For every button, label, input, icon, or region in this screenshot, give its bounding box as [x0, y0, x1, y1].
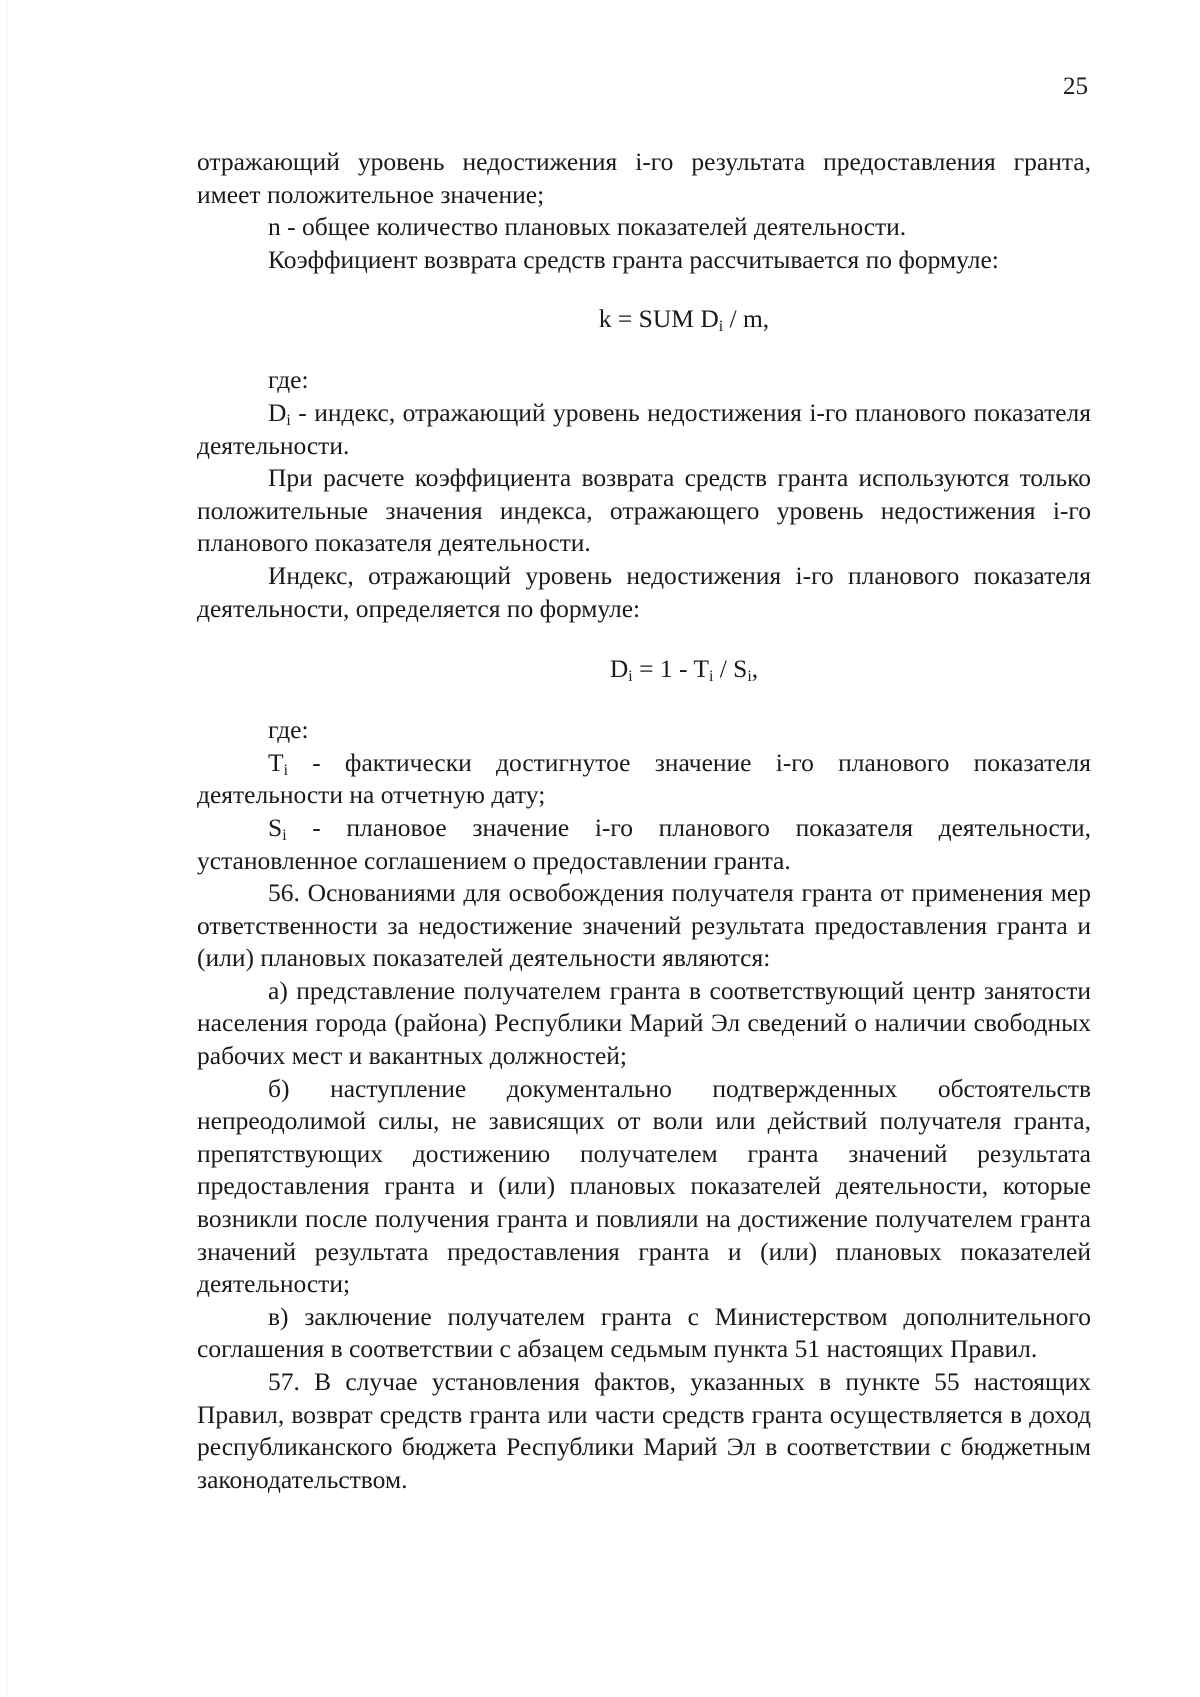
paragraph-where-1: где: — [268, 365, 309, 395]
ti-definition-text: - фактически достигнутое значение i-го планового показателя деятельности на отчетную дату; — [197, 747, 1091, 810]
formula-k-sub: i — [718, 318, 724, 336]
page-number: 25 — [1063, 73, 1088, 100]
formula-slash: / S — [713, 654, 748, 684]
scan-edge — [6, 0, 7, 1697]
formula-end: , — [751, 654, 759, 684]
paragraph-ti-definition — [197, 747, 1091, 812]
formula-s-sub: i — [747, 668, 752, 686]
formula-mid: = 1 - T — [632, 654, 709, 684]
paragraph-n-definition: n - общее количество плановых показателей деятельности. — [268, 212, 907, 242]
paragraph-positive-values: При расчете коэффициента возврата средств гранта используются только положительные значения индекса, отражающего уровень недостижения i-го планового показателя деятельности. — [197, 463, 1091, 558]
var-s-sub: i — [282, 826, 287, 844]
var-d-sub: i — [286, 411, 291, 429]
formula-d: D — [609, 654, 629, 684]
document-body — [197, 146, 1091, 1496]
var-t: T — [268, 747, 284, 777]
formula-k-rhs: / m, — [723, 304, 770, 334]
paragraph-56-b: б) наступление документально подтвержденных обстоятельств непреодолимой силы, не зависящих от воли или действий получателя гранта, препятствующих достижению получателем гранта значений результата предоставления гранта и (или) плановых показателей деятельности, которые возникли после получения гранта и повлияли на достижение получателем гранта значений результата предоставления гранта и (или) плановых показателей деятельности; — [197, 1073, 1091, 1299]
formula-d-sub: i — [628, 668, 633, 686]
paragraph-coefficient-intro: Коэффициент возврата средств гранта рассчитывается по формуле: — [268, 244, 999, 274]
formula-k-lhs: k = SUM D — [598, 304, 719, 334]
paragraph-di-definition — [197, 397, 1091, 462]
paragraph-56: 56. Основаниями для освобождения получателя гранта от применения мер ответственности за недостижение значений результата предоставления гранта и (или) плановых показателей деятельности являются: — [197, 878, 1091, 973]
paragraph-56-v: в) заключение получателем гранта с Министерством дополнительного соглашения в соответствии с абзацем седьмым пункта 51 настоящих Правил. — [197, 1301, 1091, 1364]
di-definition-text: - индекс, отражающий уровень недостижения i-го планового показателя деятельности. — [197, 397, 1091, 460]
formula-coefficient — [197, 301, 1091, 336]
paragraph-56-a: а) представление получателем гранта в соответствующий центр занятости населения города (района) Республики Марий Эл сведений о наличии свободных рабочих мест и вакантных должностей; — [197, 975, 1091, 1071]
var-t-sub: i — [283, 761, 288, 779]
var-d: D — [268, 397, 287, 427]
paragraph-57: 57. В случае установления фактов, указанных в пункте 55 настоящих Правил, возврат средств гранта или части средств гранта осуществляется в доход республиканского бюджета Республики Марий Эл в соответствии с бюджетным законодательством. — [197, 1367, 1091, 1494]
paragraph-index-intro: Индекс, отражающий уровень недостижения i-го планового показателя деятельности, определяется по формуле: — [197, 560, 1091, 623]
paragraph-where-2: где: — [268, 715, 309, 745]
paragraph-continuation: отражающий уровень недостижения i-го результата предоставления гранта, имеет положительное значение; — [197, 147, 1091, 209]
formula-index — [197, 651, 1091, 686]
si-definition-text: - плановое значение i-го планового показателя деятельности, установленное соглашением о предоставлении гранта. — [197, 812, 1091, 875]
paragraph-si-definition — [197, 812, 1091, 877]
var-s: S — [268, 812, 283, 842]
formula-t-sub: i — [708, 668, 714, 686]
